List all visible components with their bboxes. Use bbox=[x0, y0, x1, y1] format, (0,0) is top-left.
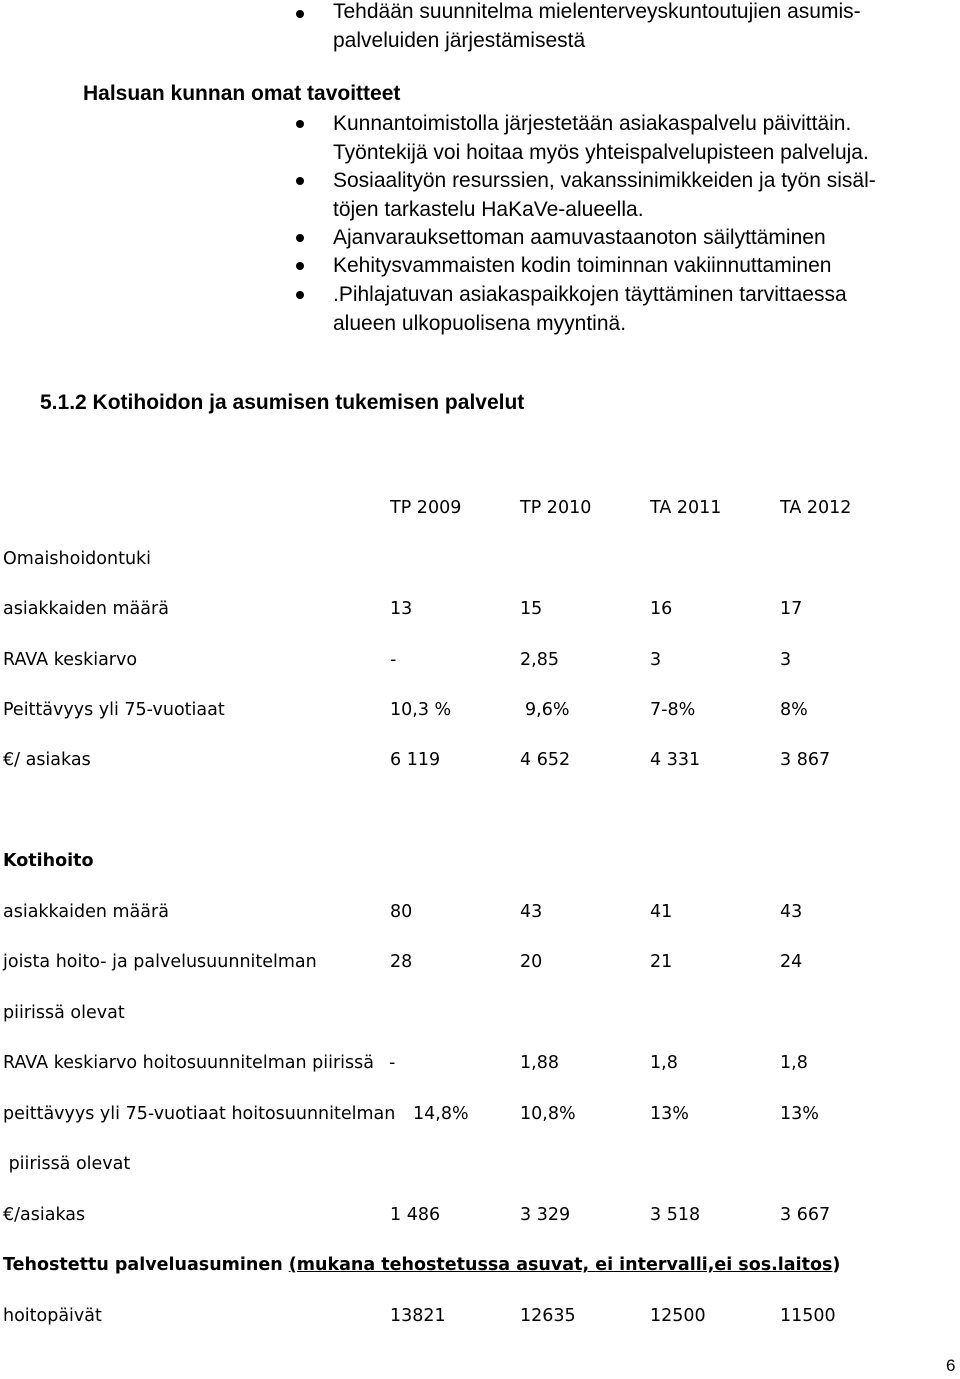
cell-value: 28 bbox=[390, 952, 413, 972]
cell-value: 15 bbox=[520, 599, 543, 619]
group-title-kotihoito: Kotihoito bbox=[3, 851, 94, 871]
tehostettu-title-suffix: ) bbox=[832, 1255, 841, 1275]
cell-value: 3 518 bbox=[650, 1205, 701, 1225]
bullet-text: .Pihlajatuvan asiakaspaikkojen täyttäminen tarvittaessa alueen ulkopuolisena myyntinä. bbox=[333, 283, 847, 335]
cell-value: 1 486 bbox=[390, 1205, 441, 1225]
cell-value: 20 bbox=[520, 952, 543, 972]
cell-value: 6 119 bbox=[390, 750, 441, 770]
row-label: RAVA keskiarvo hoitosuunnitelman piirissä bbox=[3, 1053, 374, 1073]
cell-value: 2,85 bbox=[520, 650, 559, 670]
bullet-icon bbox=[296, 291, 304, 299]
cell-value: 10,3 % bbox=[390, 700, 452, 720]
column-header: TA 2011 bbox=[650, 498, 722, 518]
cell-value: 3 667 bbox=[780, 1205, 831, 1225]
bullet-icon bbox=[296, 10, 304, 18]
row-label: joista hoito- ja palvelusuunnitelman bbox=[3, 952, 317, 972]
cell-value: - bbox=[389, 1053, 396, 1073]
cell-value: 13 bbox=[390, 599, 413, 619]
cell-value: 7-8% bbox=[650, 700, 696, 720]
row-label: piirissä olevat bbox=[3, 1154, 131, 1174]
cell-value: 4 652 bbox=[520, 750, 571, 770]
group-title-omaishoidontuki: Omaishoidontuki bbox=[3, 549, 152, 569]
tehostettu-title-prefix: Tehostettu palveluasuminen bbox=[3, 1255, 289, 1275]
section-title: 5.1.2 Kotihoidon ja asumisen tukemisen palvelut bbox=[40, 391, 525, 414]
row-label: asiakkaiden määrä bbox=[3, 902, 169, 922]
bullet-icon bbox=[296, 234, 304, 242]
group-title-tehostettu bbox=[3, 1253, 840, 1277]
column-header: TA 2012 bbox=[780, 498, 852, 518]
row-label: Peittävyys yli 75-vuotiaat bbox=[3, 700, 225, 720]
row-label: asiakkaiden määrä bbox=[3, 599, 169, 619]
page-number: 6 bbox=[946, 1356, 956, 1375]
row-label: €/asiakas bbox=[3, 1205, 86, 1225]
column-header: TP 2009 bbox=[390, 498, 462, 518]
cell-value: 3 bbox=[650, 650, 662, 670]
cell-value: 13% bbox=[650, 1104, 689, 1124]
bullet-icon bbox=[296, 177, 304, 185]
tehostettu-title-note: (mukana tehostetussa asuvat, ei intervalli,ei sos.laitos bbox=[288, 1255, 833, 1275]
bullet-text: Tehdään suunnitelma mielenterveyskuntoutujien asumis- palveluiden järjestämisestä bbox=[333, 0, 861, 52]
cell-value: 3 329 bbox=[520, 1205, 571, 1225]
cell-value: - bbox=[390, 650, 397, 670]
row-label: hoitopäivät bbox=[3, 1306, 102, 1326]
cell-value: 24 bbox=[780, 952, 803, 972]
cell-value: 13% bbox=[780, 1104, 819, 1124]
bullet-text: Kehitysvammaisten kodin toiminnan vakiinnuttaminen bbox=[333, 254, 832, 277]
cell-value: 11500 bbox=[780, 1306, 836, 1326]
cell-value: 3 867 bbox=[780, 750, 831, 770]
cell-value: 9,6% bbox=[525, 700, 570, 720]
cell-value: 1,88 bbox=[520, 1053, 559, 1073]
cell-value: 12500 bbox=[650, 1306, 706, 1326]
cell-value: 43 bbox=[520, 902, 543, 922]
cell-value: 17 bbox=[780, 599, 803, 619]
halsua-heading: Halsuan kunnan omat tavoitteet bbox=[83, 82, 401, 105]
row-label: RAVA keskiarvo bbox=[3, 650, 138, 670]
cell-value: 13821 bbox=[390, 1306, 446, 1326]
cell-value: 3 bbox=[780, 650, 792, 670]
cell-value: 12635 bbox=[520, 1306, 576, 1326]
cell-value: 4 331 bbox=[650, 750, 701, 770]
row-label: piirissä olevat bbox=[3, 1003, 125, 1023]
cell-value: 1,8 bbox=[780, 1053, 808, 1073]
bullet-icon bbox=[296, 120, 304, 128]
cell-value: 10,8% bbox=[520, 1104, 576, 1124]
cell-value: 1,8 bbox=[650, 1053, 678, 1073]
bullet-icon bbox=[296, 262, 304, 270]
row-label: €/ asiakas bbox=[3, 750, 91, 770]
cell-value: 43 bbox=[780, 902, 803, 922]
column-header: TP 2010 bbox=[520, 498, 592, 518]
cell-value: 16 bbox=[650, 599, 673, 619]
cell-value: 80 bbox=[390, 902, 413, 922]
bullet-text: Sosiaalityön resurssien, vakanssinimikkeiden ja työn sisäl- töjen tarkastelu HaKaVe-alueella. bbox=[333, 169, 876, 221]
row-label: peittävyys yli 75-vuotiaat hoitosuunnitelman bbox=[3, 1104, 396, 1124]
cell-value: 21 bbox=[650, 952, 673, 972]
cell-value: 8% bbox=[780, 700, 808, 720]
cell-value: 41 bbox=[650, 902, 673, 922]
cell-value: 14,8% bbox=[413, 1104, 469, 1124]
bullet-text: Kunnantoimistolla järjestetään asiakaspalvelu päivittäin. Työntekijä voi hoitaa myös yhteispalvelupisteen palveluja. bbox=[333, 112, 869, 164]
bullet-text: Ajanvarauksettoman aamuvastaanoton säilyttäminen bbox=[333, 226, 826, 249]
